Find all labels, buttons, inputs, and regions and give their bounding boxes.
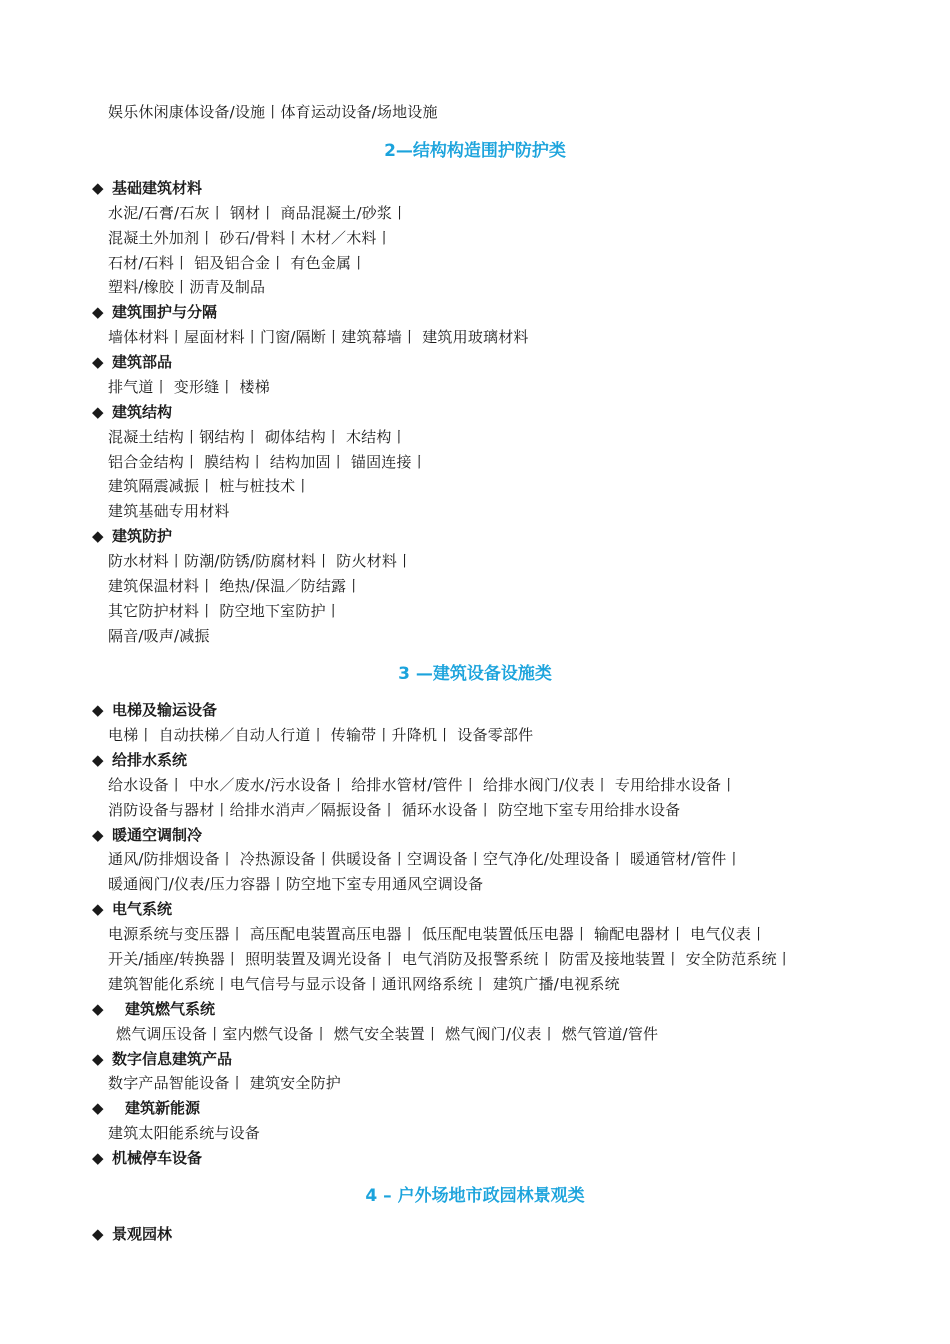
text-line: 水泥/石膏/石灰丨 钢材丨 商品混凝土/砂浆丨 — [108, 204, 408, 222]
text-line: 其它防护材料丨 防空地下室防护丨 — [108, 602, 341, 620]
bullet-diamond-icon: ◆ — [92, 701, 104, 719]
category-heading: ◆ 建筑新能源 — [92, 1099, 201, 1117]
text-line: 防水材料丨防潮/防锈/防腐材料丨 防火材料丨 — [108, 552, 413, 570]
text-line: 建筑隔震减振丨 桩与桩技术丨 — [108, 477, 311, 495]
category-heading: ◆ 建筑结构 — [92, 403, 173, 421]
text-line: 消防设备与器材丨给排水消声／隔振设备丨 循环水设备丨 防空地下室专用给排水设备 — [108, 801, 681, 819]
text-line: 给水设备丨 中水／废水/污水设备丨 给排水管材/管件丨 给排水阀门/仪表丨 专用给排水设备丨 — [108, 776, 737, 794]
text-line: 数字产品智能设备丨 建筑安全防护 — [108, 1074, 341, 1092]
text-line: 墙体材料丨屋面材料丨门窗/隔断丨建筑幕墙丨 建筑用玻璃材料 — [108, 328, 529, 346]
category-heading: ◆ 建筑燃气系统 — [92, 1000, 216, 1018]
category-heading: ◆ 数字信息建筑产品 — [92, 1050, 233, 1068]
bullet-diamond-icon: ◆ — [92, 179, 104, 197]
text-line: 娱乐休闲康体设备/设施丨体育运动设备/场地设施 — [108, 103, 438, 121]
bullet-diamond-icon: ◆ — [92, 303, 104, 321]
text-line: 燃气调压设备丨室内燃气设备丨 燃气安全装置丨 燃气阀门/仪表丨 燃气管道/管件 — [116, 1025, 659, 1043]
text-line: 混凝土结构丨钢结构丨 砌体结构丨 木结构丨 — [108, 428, 407, 446]
text-line: 建筑基础专用材料 — [108, 502, 230, 520]
text-line: 塑料/橡胶丨沥青及制品 — [108, 278, 266, 296]
section-title-2: 2—结构构造围护防护类 — [384, 141, 566, 161]
text-line: 开关/插座/转换器丨 照明装置及调光设备丨 电气消防及报警系统丨 防雷及接地装置丨 安全防范系统丨 — [108, 950, 792, 968]
text-line: 铝合金结构丨 膜结构丨 结构加固丨 锚固连接丨 — [108, 453, 427, 471]
bullet-diamond-icon: ◆ — [92, 900, 104, 918]
text-line: 电源系统与变压器丨 高压配电装置高压电器丨 低压配电装置低压电器丨 输配电器材丨 电气仪表丨 — [108, 925, 767, 943]
bullet-diamond-icon: ◆ — [92, 527, 104, 545]
bullet-diamond-icon: ◆ — [92, 403, 104, 421]
text-line: 建筑保温材料丨 绝热/保温／防结露丨 — [108, 577, 362, 595]
text-line: 建筑智能化系统丨电气信号与显示设备丨通讯网络系统丨 建筑广播/电视系统 — [108, 975, 620, 993]
text-line: 建筑太阳能系统与设备 — [108, 1124, 261, 1142]
category-heading: ◆ 电气系统 — [92, 900, 173, 918]
category-heading: ◆ 电梯及输运设备 — [92, 701, 218, 719]
bullet-diamond-icon: ◆ — [92, 1149, 104, 1167]
section-title-3: 3 —建筑设备设施类 — [398, 664, 552, 684]
bullet-diamond-icon: ◆ — [92, 1000, 104, 1018]
bullet-diamond-icon: ◆ — [92, 1225, 104, 1243]
text-line: 通风/防排烟设备丨 冷热源设备丨供暖设备丨空调设备丨空气净化/处理设备丨 暖通管材/管件丨 — [108, 850, 742, 868]
bullet-diamond-icon: ◆ — [92, 1050, 104, 1068]
text-line: 石材/石料丨 铝及铝合金丨 有色金属丨 — [108, 254, 367, 272]
text-line: 隔音/吸声/减振 — [108, 627, 210, 645]
category-heading: ◆ 建筑部品 — [92, 353, 173, 371]
category-heading: ◆ 暖通空调制冷 — [92, 826, 203, 844]
text-line: 混凝土外加剂丨 砂石/骨料丨木材／木料丨 — [108, 229, 392, 247]
category-heading: ◆ 景观园林 — [92, 1225, 173, 1243]
bullet-diamond-icon: ◆ — [92, 1099, 104, 1117]
text-line: 电梯丨 自动扶梯／自动人行道丨 传输带丨升降机丨 设备零部件 — [108, 726, 534, 744]
category-heading: ◆ 建筑防护 — [92, 527, 173, 545]
section-title-4: 4 – 户外场地市政园林景观类 — [365, 1186, 585, 1206]
category-heading: ◆ 基础建筑材料 — [92, 179, 203, 197]
category-heading: ◆ 机械停车设备 — [92, 1149, 203, 1167]
bullet-diamond-icon: ◆ — [92, 353, 104, 371]
bullet-diamond-icon: ◆ — [92, 826, 104, 844]
category-heading: ◆ 给排水系统 — [92, 751, 188, 769]
category-heading: ◆ 建筑围护与分隔 — [92, 303, 218, 321]
bullet-diamond-icon: ◆ — [92, 751, 104, 769]
text-line: 排气道丨 变形缝丨 楼梯 — [108, 378, 270, 396]
text-line: 暖通阀门/仪表/压力容器丨防空地下室专用通风空调设备 — [108, 875, 484, 893]
